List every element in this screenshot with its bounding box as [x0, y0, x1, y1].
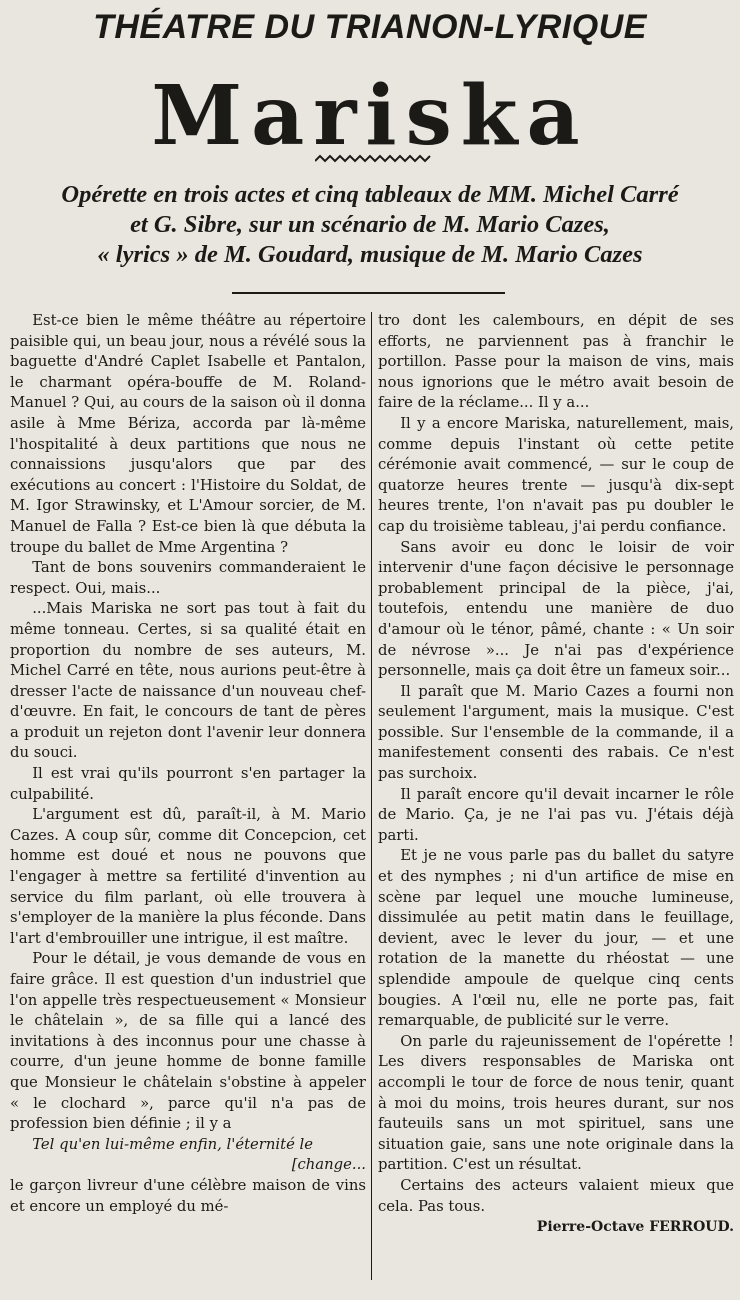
right-column [378, 311, 734, 1238]
subtitle-line: « lyrics » de M. Goudard, musique de M. Mario Cazes [97, 241, 643, 268]
paragraph: Il paraît encore qu'il devait incarner le rôle de Mario. Ça, je ne l'ai pas vu. J'étais déjà parti. [378, 785, 734, 844]
paragraph: Et je ne vous parle pas du ballet du satyre et des nymphes ; ni d'un artifice de mise en scène par lequel une mouche lumineuse, dissimulée au petit matin dans le feuillage, devient, avec le lever du jour, — et une rotation de la manette du rhéostat — une splendide ampoule de quelque cinq cents bougies. A l'œil nu, elle ne porte pas, fait remarquable, de publicité sur le verre. [378, 847, 734, 1030]
paragraph: Est-ce bien le même théâtre au répertoire paisible qui, un beau jour, nous a révélé sous la baguette d'André Caplet Isabelle et Pantalon, le charmant opéra-bouffe de M. Roland-Manuel ? Qui, au cours de la saison où il donna asile à Mme Bériza, accorda par là-même l'hospitalité à deux partitions que nous ne connaissions jusqu'alors que par des exécutions au concert : l'Histoire du Soldat, de M. Igor Strawinsky, et L'Amour sorcier, de M. Manuel de Falla ? Est-ce bien là que débuta la troupe du ballet de Mme Argentina ? [10, 312, 366, 556]
paragraph: L'argument est dû, paraît-il, à M. Mario Cazes. A coup sûr, comme dit Concepcion, cet homme est doué et nous ne pouvons que l'engager à mettre sa fertilité d'invention au service du film parlant, où elle trouvera à s'employer de la manière la plus féconde. Dans l'art d'embrouiller une intrigue, il est maître. [10, 806, 366, 947]
article-subtitle [0, 180, 740, 270]
author-signature: Pierre-Octave FERROUD. [536, 1219, 734, 1236]
paragraph: Il y a encore Mariska, naturellement, mais, comme depuis l'instant où cette petite cérémonie avait commencé, — sur le coup de quatorze heures trente — jusqu'à dix-sept heures trente, l'on n'avait pas pu doubler le cap du troisième tableau, j'ai perdu confiance. [378, 414, 734, 535]
paragraph: Sans avoir eu donc le loisir de voir intervenir d'une façon décisive le personnage probablement principal de la pièce, j'ai, toutefois, entendu une manière de duo d'amour où le ténor, pâmé, chante : « Un soir de névrose »... Je n'ai pas d'expérience personnelle, mais ça doit être un fameux soir... [378, 538, 734, 680]
paragraph: Il paraît que M. Mario Cazes a fourni non seulement l'argument, mais la musique. C'est possible. Sur l'ensemble de la commande, il a manifestement consenti des rabais. Ce n'est pas surchoix. [378, 682, 734, 783]
zigzag-ornament-icon [315, 153, 433, 165]
left-column [10, 311, 366, 1217]
subtitle-line: et G. Sibre, sur un scénario de M. Mario Cazes, [130, 211, 610, 238]
subtitle-line: Opérette en trois actes et cinq tableaux de MM. Michel Carré [61, 181, 679, 208]
paragraph: Certains des acteurs valaient mieux que cela. Pas tous. [378, 1176, 734, 1215]
verse-quote-end: [change... [291, 1156, 366, 1174]
paragraph: tro dont les calembours, en dépit de ses efforts, ne parviennent pas à franchir le portillon. Passe pour la maison de vins, mais nous ignorions que le métro avait besoin de faire de la réclame... Il y a... [378, 312, 734, 412]
verse-quote: Tel qu'en lui-même enfin, l'éternité le [32, 1135, 314, 1153]
column-divider [371, 312, 372, 1280]
paragraph: Pour le détail, je vous demande de vous en faire grâce. Il est question d'un industriel que l'on appelle très respectueusement « Monsieur le châtelain », de sa fille qui a lancé des invitations à des inconnus pour une chasse à courre, d'un jeune homme de bonne famille que Monsieur le châtelain s'obstine à appeler « le clochard », parce qu'il n'a pas de profession bien définie ; il y a [10, 950, 366, 1133]
header-divider [232, 292, 505, 294]
article-title: Mariska [151, 68, 589, 164]
paragraph: On parle du rajeunissement de l'opérette ! Les divers responsables de Mariska ont accompli le tour de force de nous tenir, quant à moi du moins, trois heures durant, sur nos fauteuils sans un mot spirituel, sans une situation gaie, sans une note originale dans la partition. C'est un résultat. [378, 1032, 734, 1174]
theatre-heading: THÉATRE DU TRIANON-LYRIQUE [93, 8, 647, 46]
paragraph: Tant de bons souvenirs commanderaient le respect. Oui, mais... [10, 559, 366, 597]
paragraph: ...Mais Mariska ne sort pas tout à fait du même tonneau. Certes, si sa qualité était en proportion du nombre de ses auteurs, M. Michel Carré en tête, nous aurions peut-être à dresser l'acte de naissance d'un nouveau chef-d'œuvre. En fait, le concours de tant de pères a produit un rejeton dont l'avenir leur donnera du souci. [10, 600, 366, 762]
paragraph: Il est vrai qu'ils pourront s'en partager la culpabilité. [10, 765, 366, 803]
paragraph: le garçon livreur d'une célèbre maison de vins et encore un employé du mé- [10, 1176, 366, 1215]
